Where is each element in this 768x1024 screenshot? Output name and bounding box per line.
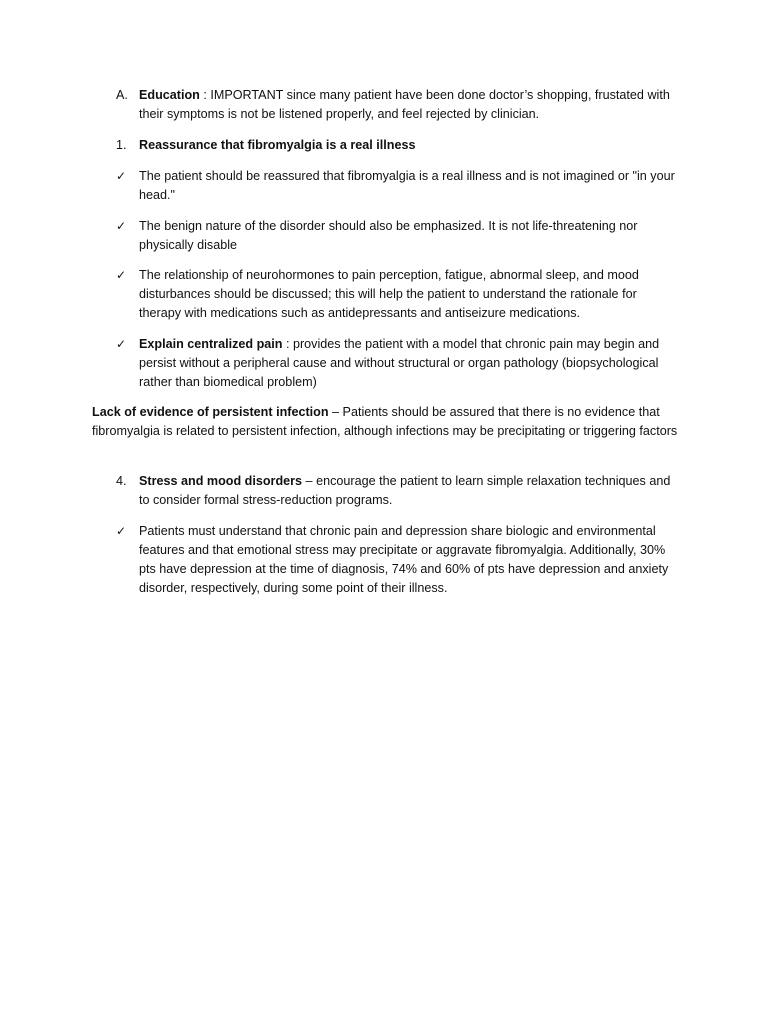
- checklist-item-text: The patient should be reassured that fibromyalgia is a real illness and is not imagined or "in your head.": [139, 169, 675, 202]
- stress-mood-text: – encourage the patient to learn simple relaxation techniques and to consider formal stress-reduction programs.: [139, 474, 671, 507]
- centralized-pain-text: : provides the patient with a model that chronic pain may begin and persist without a peripheral cause and without structural or organ pathology (biopsychological rather than biomedical problem): [139, 337, 660, 389]
- list-item-body: [139, 472, 678, 510]
- checklist-item-depression: [116, 522, 678, 598]
- list-item-stress-mood: [116, 472, 678, 510]
- checklist-item-body: [139, 335, 678, 392]
- checkmark-icon: ✓: [116, 524, 127, 538]
- checkmark-icon: ✓: [116, 219, 127, 233]
- persistent-infection-text: – Patients should be assured that there is no evidence that fibromyalgia is related to persistent infection, although infections may be precipitating or triggering factors: [92, 405, 678, 438]
- education-text: : IMPORTANT since many patient have been done doctor’s shopping, frustated with their symptoms is not be listened properly, and feel rejected by clinician.: [139, 88, 670, 121]
- checklist-item-text: The relationship of neurohormones to pain perception, fatigue, abnormal sleep, and mood disturbances should be discussed; this will help the patient to understand the rationale for therapy with medications such as antidepressants and antiseizure medications.: [139, 268, 639, 320]
- checklist-item-centralized-pain: [116, 335, 678, 392]
- checklist-item-neurohormones: [116, 266, 678, 323]
- checkmark-icon: ✓: [116, 169, 127, 183]
- checklist-item-benign-nature: [116, 217, 678, 255]
- reassurance-heading: Reassurance that fibromyalgia is a real illness: [139, 138, 416, 152]
- list-marker: A.: [116, 88, 128, 102]
- checklist-item-real-illness: [116, 167, 678, 205]
- education-heading: Education: [139, 88, 200, 102]
- list-marker: 1.: [116, 138, 127, 152]
- list-item-body: [139, 86, 678, 124]
- centralized-pain-heading: Explain centralized pain: [139, 337, 283, 351]
- paragraph-persistent-infection: [92, 403, 678, 441]
- checklist-item-text: Patients must understand that chronic pain and depression share biologic and environmental features and that emotional stress may precipitate or aggravate fibromyalgia. Additionally, 30% pts have depression at the time of diagnosis, 74% and 60% of pts have depression and anxiety disorder, respectively, during some point of their illness.: [139, 524, 669, 595]
- list-item-education: [116, 86, 678, 124]
- checklist-item-text: The benign nature of the disorder should also be emphasized. It is not life-threatening nor physically disable: [139, 219, 638, 252]
- stress-mood-heading: Stress and mood disorders: [139, 474, 303, 488]
- list-item-body: [139, 136, 678, 155]
- list-marker: 4.: [116, 474, 127, 488]
- checkmark-icon: ✓: [116, 268, 127, 282]
- list-item-reassurance: [116, 136, 678, 155]
- persistent-infection-heading: Lack of evidence of persistent infection: [92, 405, 329, 419]
- checkmark-icon: ✓: [116, 337, 127, 351]
